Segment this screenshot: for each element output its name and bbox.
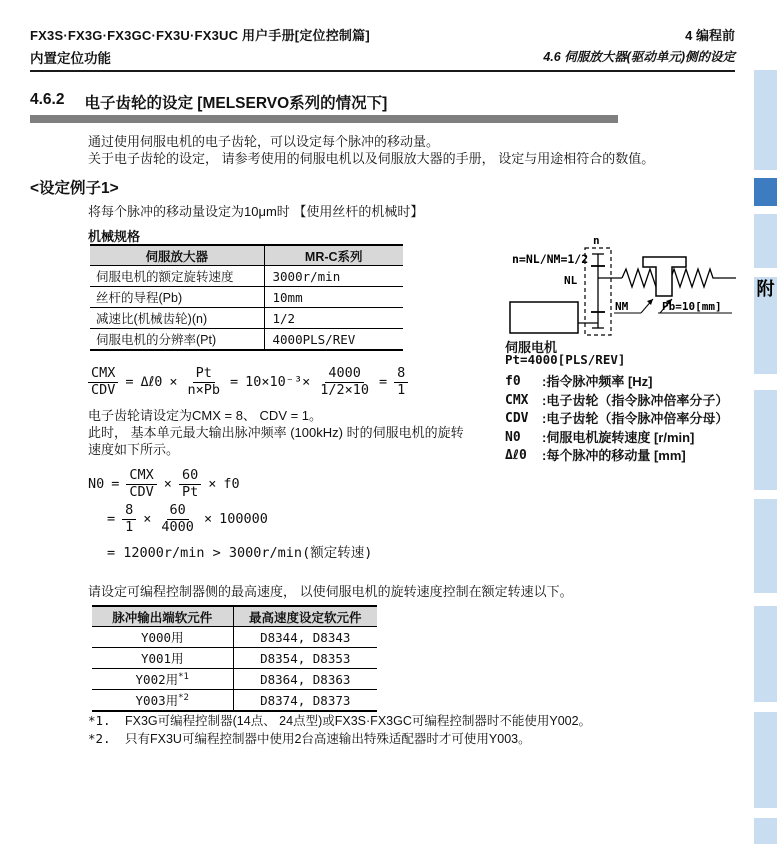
fraction: $\frac{60}{Pt}$ — [179, 468, 201, 500]
gear-setting-note-2: 此时， 基本单元最大输出脉冲频率 (100kHz) 时的伺服电机的旋转 — [88, 425, 464, 440]
spec-cell-value: 1/2 — [264, 308, 403, 329]
table-row — [92, 669, 377, 690]
table-row — [92, 648, 377, 669]
chapter-thumb-tab-5 — [754, 606, 777, 702]
section-number: 4.6.2 — [30, 91, 65, 108]
multiply-sign: × — [143, 511, 152, 528]
rotation-speed-formula-line-3: = 12000r/min > 3000r/min(额定转速) — [107, 545, 373, 561]
ballscrew-mechanism-diagram — [500, 232, 740, 337]
chapter-thumb-tab-3 — [754, 390, 777, 490]
pb-lead-label: Pb=10[mm] — [662, 300, 722, 313]
electronic-gear-formula — [88, 366, 408, 398]
table-row — [92, 690, 377, 712]
spec-cell-label: 减速比(机械齿轮)(n) — [90, 308, 264, 329]
footnote-1 — [88, 713, 591, 729]
intro-line-2: 关于电子齿轮的设定， 请参考使用的伺服电机以及伺服放大器的手册， 设定与用途相符合的数值。 — [88, 151, 655, 166]
equals-sign: = — [107, 511, 116, 528]
fraction: $\frac{Pt}{n\times Pb}$ — [187, 365, 221, 398]
chapter-thumb-tab-current — [754, 178, 777, 206]
equals-sign: = — [230, 374, 239, 391]
dev-cell-registers: D8344, D8343 — [233, 627, 377, 648]
gear-ratio-label: n=NL/NM=1/2 — [512, 252, 589, 266]
chapter-thumb-tab-6 — [754, 712, 777, 808]
table-header-row — [90, 245, 403, 266]
table-header-row — [92, 606, 377, 627]
dev-cell-registers: D8374, D8373 — [233, 690, 377, 712]
appendix-tab-label: 附 — [756, 279, 775, 299]
spec-cell-label: 伺服电机的分辨率(Pt) — [90, 329, 264, 351]
dev-cell-device: Y003用$^{*2}$ — [92, 690, 233, 712]
nm-label: NM — [615, 300, 629, 313]
intro-line-1: 通过使用伺服电机的电子齿轮，可以设定每个脉冲的移动量。 — [88, 134, 440, 149]
footnote-2 — [88, 731, 531, 747]
dev-cell-registers: D8364, D8363 — [233, 669, 377, 690]
section-title-bar — [30, 115, 618, 123]
chapter-thumb-tab-2 — [754, 214, 777, 268]
f0-symbol: f0 — [223, 476, 240, 493]
machine-spec-table — [90, 244, 403, 351]
footnote-text: FX3G可编程控制器(14点、 24点型)或FX3S·FX3GC可编程控制器时不能使用Y002。 — [125, 714, 592, 728]
dev-header-output: 脉冲输出端软元件 — [92, 606, 233, 627]
example-heading: <设定例子1> — [30, 180, 119, 197]
legend-item: N0 :伺服电机旋转速度 [r/min] — [505, 429, 695, 445]
table-row — [90, 287, 403, 308]
footnote-marker: *2. — [88, 731, 111, 746]
chapter-thumb-tab-1 — [754, 70, 777, 170]
fraction: $\frac{8}{1}$ — [394, 366, 408, 398]
equals-sign: = — [111, 476, 120, 493]
spec-cell-value: 4000PLS/REV — [264, 329, 403, 351]
multiply-sign: × — [169, 374, 178, 391]
legend-item: Δℓ0 :每个脉冲的移动量 [mm] — [505, 448, 686, 463]
equals-sign: = — [125, 374, 134, 391]
section-reference: 4.6 伺服放大器(驱动单元)侧的设定 — [543, 50, 735, 64]
multiply-sign: × — [208, 476, 217, 493]
fraction: $\frac{60}{4000}$ — [161, 502, 194, 535]
equals-sign: = — [378, 374, 388, 391]
dev-cell-device: Y002用$^{*1}$ — [92, 669, 233, 690]
motor-resolution-label: Pt=4000[PLS/REV] — [505, 352, 626, 367]
spec-cell-label: 丝杆的导程(Pb) — [90, 287, 264, 308]
gear-count-label: n — [593, 234, 600, 247]
legend-item: CDV :电子齿轮（指令脉冲倍率分母） — [505, 411, 729, 426]
footnote-marker: *1. — [88, 713, 111, 728]
max-speed-note: 请设定可编程控制器侧的最高速度， 以使伺服电机的旋转速度控制在额定转速以下。 — [88, 584, 573, 599]
legend-item: f0 :指令脉冲频率 [Hz] — [505, 374, 653, 389]
spec-cell-value: 10mm — [264, 287, 403, 308]
rotation-speed-formula-line-2 — [107, 503, 268, 535]
rotation-speed-formula-line-1 — [88, 468, 240, 500]
spec-header-series: MR-C系列 — [264, 245, 403, 266]
legend-item: CMX :电子齿轮（指令脉冲倍率分子） — [505, 392, 729, 408]
machine-spec-label: 机械规格 — [88, 229, 141, 244]
spec-header-amplifier: 伺服放大器 — [90, 245, 264, 266]
symbol-legend — [505, 373, 728, 466]
section-title-text: 电子齿轮的设定 [MELSERVO系列的情况下] — [84, 95, 388, 112]
multiply-sign: × — [203, 511, 213, 528]
header-divider — [30, 70, 735, 72]
pulse-frequency-value: 100000 — [219, 511, 268, 528]
fraction: $\frac{\text{CMX}}{\text{CDV}}$ — [88, 366, 118, 398]
example-condition: 将每个脉冲的移动量设定为10μm时 【使用丝杆的机械时】 — [88, 204, 424, 219]
servo-motor-box — [510, 302, 578, 333]
dev-cell-device: Y001用 — [92, 648, 233, 669]
chapter-thumb-tab-appendix — [754, 277, 777, 374]
chapter-thumb-tab-7 — [754, 818, 777, 844]
dev-cell-registers: D8354, D8353 — [233, 648, 377, 669]
spec-cell-label: 伺服电机的额定旋转速度 — [90, 266, 264, 287]
manual-title: FX3S·FX3G·FX3GC·FX3U·FX3UC 用户手册[定位控制篇] — [30, 28, 370, 43]
table-row — [90, 329, 403, 351]
nl-label: NL — [564, 274, 578, 287]
fraction: $\frac{8}{1}$ — [122, 503, 136, 535]
gear-setting-note-1: 电子齿轮请设定为CMX = 8、 CDV = 1。 — [88, 408, 323, 423]
table-row — [90, 308, 403, 329]
table-row — [90, 266, 403, 287]
ballscrew-shaft — [622, 269, 736, 287]
dev-header-speed: 最高速度设定软元件 — [233, 606, 377, 627]
fraction: $\frac{4000}{1/2\times 10}$ — [320, 365, 369, 398]
delta-l0-symbol: Δℓ0 — [140, 374, 163, 391]
n0-symbol: N0 — [88, 476, 105, 493]
pulse-output-device-table — [92, 605, 377, 712]
gear-setting-note-3: 速度如下所示。 — [88, 442, 180, 457]
table-row — [92, 627, 377, 648]
manual-subtitle: 内置定位功能 — [30, 51, 111, 66]
footnote-text: 只有FX3U可编程控制器中使用2台高速输出特殊适配器时才可使用Y003。 — [125, 732, 531, 746]
servo-motor-label: 伺服电机 — [505, 340, 558, 355]
nut-carriage — [643, 257, 686, 296]
multiply-sign: × — [163, 476, 172, 493]
section-title — [30, 91, 387, 113]
chapter-thumb-tab-4 — [754, 499, 777, 593]
dev-cell-device: Y000用 — [92, 627, 233, 648]
spec-cell-value: 3000r/min — [264, 266, 403, 287]
fraction: $\frac{\text{CMX}}{\text{CDV}}$ — [126, 468, 156, 500]
coefficient: 10×10⁻³× — [245, 374, 311, 391]
chapter-label: 4 编程前 — [685, 28, 735, 43]
